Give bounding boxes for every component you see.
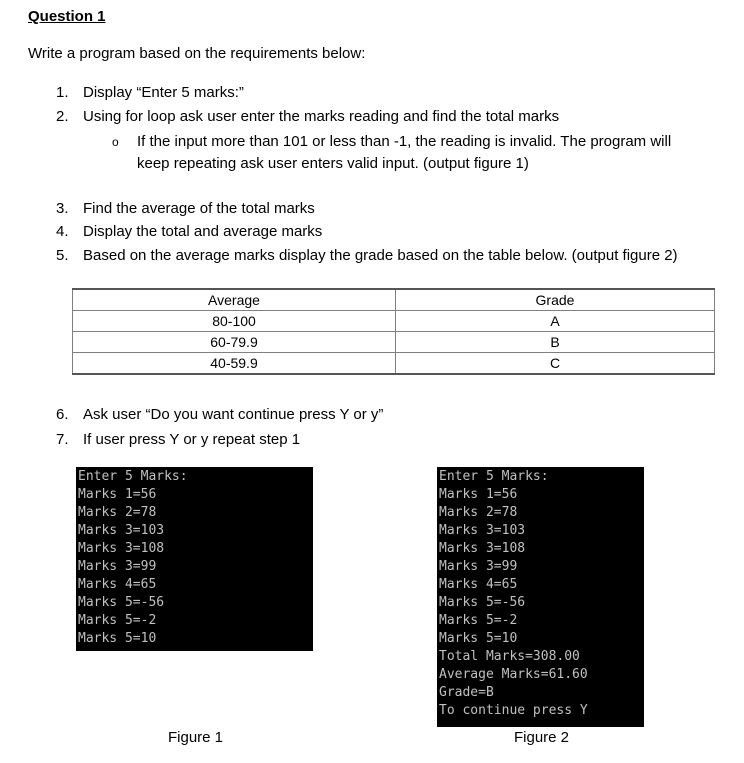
table-cell-average: 40-59.9 [73,353,396,375]
table-header-row [73,289,715,311]
step-text: Display the total and average marks [83,223,323,240]
step-number: 5. [56,247,69,264]
console-line: Marks 3=108 [78,541,165,556]
console-line: Marks 3=99 [439,559,518,574]
table-header-grade: Grade [396,289,715,311]
console-line: Marks 3=103 [78,523,165,538]
console-line: Marks 5=-56 [78,595,165,610]
step-number: 1. [56,84,69,101]
intro-text: Write a program based on the requirements below: [28,45,366,62]
console-line: Enter 5 Marks: [78,469,188,484]
step-1 [56,84,244,101]
table-cell-average: 80-100 [73,311,396,332]
step-text: Find the average of the total marks [83,200,315,217]
step-text: Display “Enter 5 marks:” [83,84,244,101]
console-line: Marks 1=56 [78,487,157,502]
table-cell-grade: C [396,353,715,375]
table-header-average: Average [73,289,396,311]
console-line: Average Marks=61.60 [439,667,588,682]
table-cell-average: 60-79.9 [73,332,396,353]
table-row [73,332,715,353]
step-3 [56,200,315,217]
figure-1-console [76,467,313,651]
console-line: Grade=B [439,685,494,700]
question-heading: Question 1 [28,8,106,25]
step-text: If user press Y or y repeat step 1 [83,431,301,448]
sub-bullet [112,131,702,175]
console-line: Marks 3=108 [439,541,526,556]
console-line: Enter 5 Marks: [439,469,549,484]
step-text: Ask user “Do you want continue press Y or y” [83,406,384,423]
step-4 [56,223,322,240]
step-number: 2. [56,108,69,125]
console-line: Marks 3=99 [78,559,157,574]
step-number: 6. [56,406,69,423]
step-2 [56,108,559,125]
table-cell-grade: B [396,332,715,353]
table-row [73,353,715,375]
console-line: Marks 5=10 [78,631,157,646]
step-text: Using for loop ask user enter the marks reading and find the total marks [83,108,560,125]
console-line: Marks 5=10 [439,631,518,646]
console-line: Marks 3=103 [439,523,526,538]
sub-bullet-text: If the input more than 101 or less than -1, the reading is invalid. The program will keep repeating ask user enters valid input. (output figure 1) [137,133,672,172]
step-text: Based on the average marks display the grade based on the table below. (output figure 2) [83,247,678,264]
hollow-bullet-icon: o [112,135,119,149]
console-line: Marks 2=78 [78,505,157,520]
console-line: Marks 4=65 [439,577,518,592]
table-cell-grade: A [396,311,715,332]
step-5 [56,247,678,264]
console-line: To continue press Y [439,703,588,718]
console-line: Marks 5=-2 [439,613,518,628]
console-line: Marks 2=78 [439,505,518,520]
console-line: Marks 4=65 [78,577,157,592]
grade-table [72,288,715,375]
step-number: 7. [56,431,69,448]
figure-1-caption: Figure 1 [168,729,224,746]
step-6 [56,406,383,423]
step-number: 3. [56,200,69,217]
console-line: Marks 1=56 [439,487,518,502]
figure-2-caption: Figure 2 [514,729,570,746]
figure-2-console [437,467,644,727]
table-row [73,311,715,332]
console-line: Marks 5=-56 [439,595,526,610]
console-line: Marks 5=-2 [78,613,157,628]
step-7 [56,431,300,448]
step-number: 4. [56,223,69,240]
console-line: Total Marks=308.00 [439,649,580,664]
